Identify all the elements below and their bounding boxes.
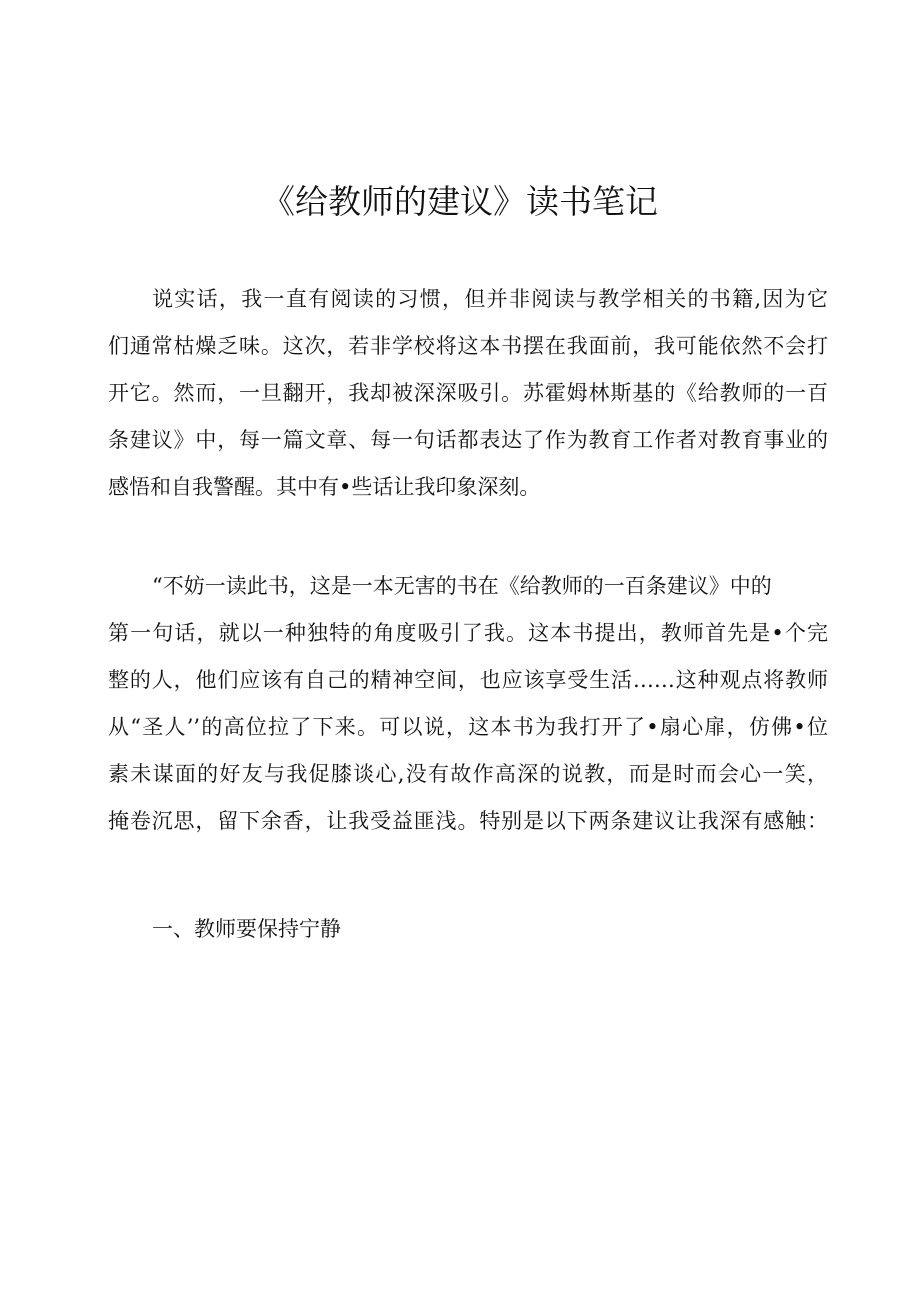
- paragraph-line: 素未谋面的好友与我促膝谈心,没有故作高深的说教，而是时而会心一笑，: [108, 762, 828, 786]
- paragraph-line: 第一句话，就以一种独特的角度吸引了我。这本书提出，教师首先是•个完: [108, 621, 828, 645]
- paragraph-line: “不妨一读此书，这是一本无害的书在《给教师的一百条建议》中的: [152, 574, 772, 598]
- paragraph-line: 说实话，我一直有阅读的习惯，但并非阅读与教学相关的书籍,因为它: [152, 287, 828, 311]
- document-title: 《给教师的建议》读书笔记: [262, 182, 658, 221]
- paragraph-line: 条建议》中，每一篇文章、每一句话都表达了作为教育工作者对教育事业的: [108, 428, 828, 452]
- paragraph-line: 感悟和自我警醒。其中有•些话让我印象深刻。: [108, 475, 541, 499]
- paragraph-line: 整的人，他们应该有自己的精神空间，也应该享受生活……这种观点将教师: [108, 668, 828, 692]
- paragraph-line: 从“圣人’’的高位拉了下来。可以说，这本书为我打开了•扇心扉，仿佛•位: [108, 715, 828, 739]
- section-heading: 一、教师要保持宁静: [152, 917, 341, 941]
- paragraph-line: 开它。然而，一旦翻开，我却被深深吸引。苏霍姆林斯基的《给教师的一百: [108, 381, 828, 405]
- paragraph-quote: [108, 563, 828, 845]
- paragraph-intro: [108, 276, 828, 511]
- paragraph-line: 掩卷沉思，留下余香，让我受益匪浅。特别是以下两条建议让我深有感触：: [108, 809, 828, 833]
- paragraph-line: 们通常枯燥乏味。这次，若非学校将这本书摆在我面前，我可能依然不会打: [108, 334, 828, 358]
